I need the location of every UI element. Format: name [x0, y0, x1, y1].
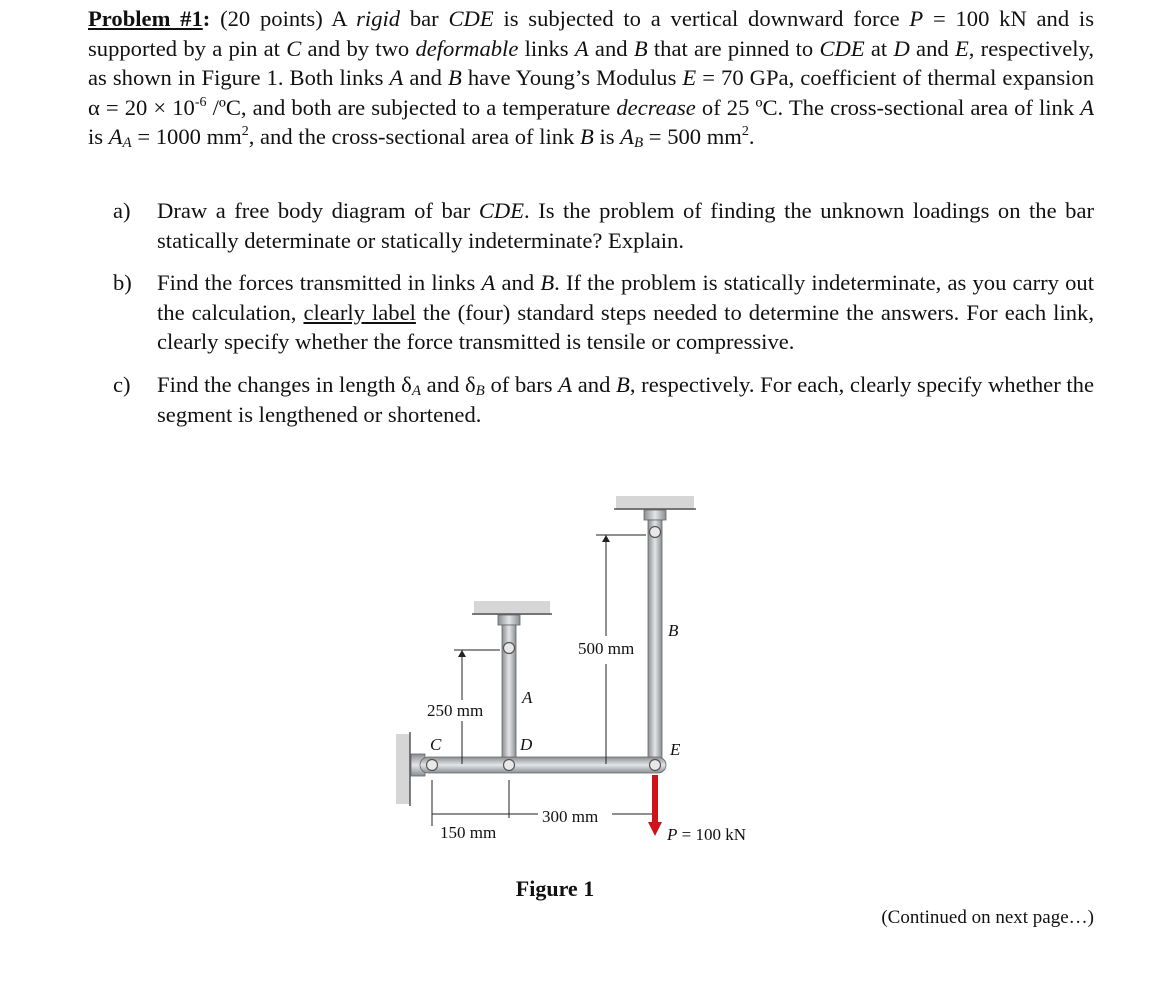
ceiling-support-a: [472, 601, 552, 625]
part-a-marker: a): [113, 198, 131, 223]
link-b: [648, 520, 662, 770]
problem-label: Problem #1: [88, 6, 203, 31]
part-c-marker: c): [113, 371, 131, 397]
part-c: c) Find the changes in length $\delta_A$ and $\delta_B$ of bars A and B, respectively. For each, clearly specify whether the segment is lengthened or shortened.: [113, 371, 1094, 427]
load-arrow-p: [648, 775, 662, 836]
dimension-300mm-label: 300 mm: [542, 807, 599, 826]
label-e: E: [670, 740, 681, 759]
dimension-500mm-label: 500 mm: [578, 639, 635, 658]
pin-c: [427, 760, 438, 771]
figure-caption: Figure 1: [515, 876, 595, 901]
rigid-bar-cde: [420, 757, 666, 773]
load-label: P = 100 kN: [667, 825, 747, 844]
part-a: a) Draw a free body diagram of bar CDE. Is the problem of finding the unknown loadings on the bar statically determinate or statically indeterminate? Explain.: [113, 198, 1094, 253]
continued-note: (Continued on next page…): [881, 907, 1094, 928]
question-parts: [113, 196, 1094, 429]
part-b: b) Find the forces transmitted in links A and B. If the problem is statically indeterminate, as you carry out the calculation, clearly label the (four) standard steps needed to determine the answers. For each link, clearly specify whether the force transmitted is tensile or compressive.: [113, 270, 1095, 355]
dimension-250mm-label: 250 mm: [427, 701, 484, 720]
label-a: A: [522, 688, 533, 707]
pin-b-top: [650, 527, 661, 538]
problem-statement: Problem #1: (20 points) A rigid bar CDE is subjected to a vertical downward force P = 100 kN and is supported by a pin at C and by two deformable links A and B that are pinned to CDE at D and E, respectively, as shown in Figure 1. Both links A and B have Young’s Modulus E = 70 GPa, coefficient of thermal expansion $\alpha = 20 \times 10^{-6}$ /ºC, and both are subjected to a temperature decrease of 25 ºC. The cross-sectional area of link A is $A_A = 1000$ $mm^2$, and the cross-sectional area of link B is $A_B = 500$ $mm^2$.: [88, 6, 1095, 152]
label-d: D: [520, 735, 533, 754]
label-b: B: [668, 621, 679, 640]
ceiling-support-b: [614, 496, 696, 520]
clearly-label-underlined: clearly label: [303, 299, 416, 325]
label-c: C: [430, 735, 442, 754]
pin-a-top: [504, 643, 515, 654]
pin-d: [504, 760, 515, 771]
figure-1-diagram: [390, 478, 790, 858]
part-b-marker: b): [113, 270, 132, 296]
dimension-150mm-label: 150 mm: [440, 823, 497, 842]
pin-e: [650, 760, 661, 771]
